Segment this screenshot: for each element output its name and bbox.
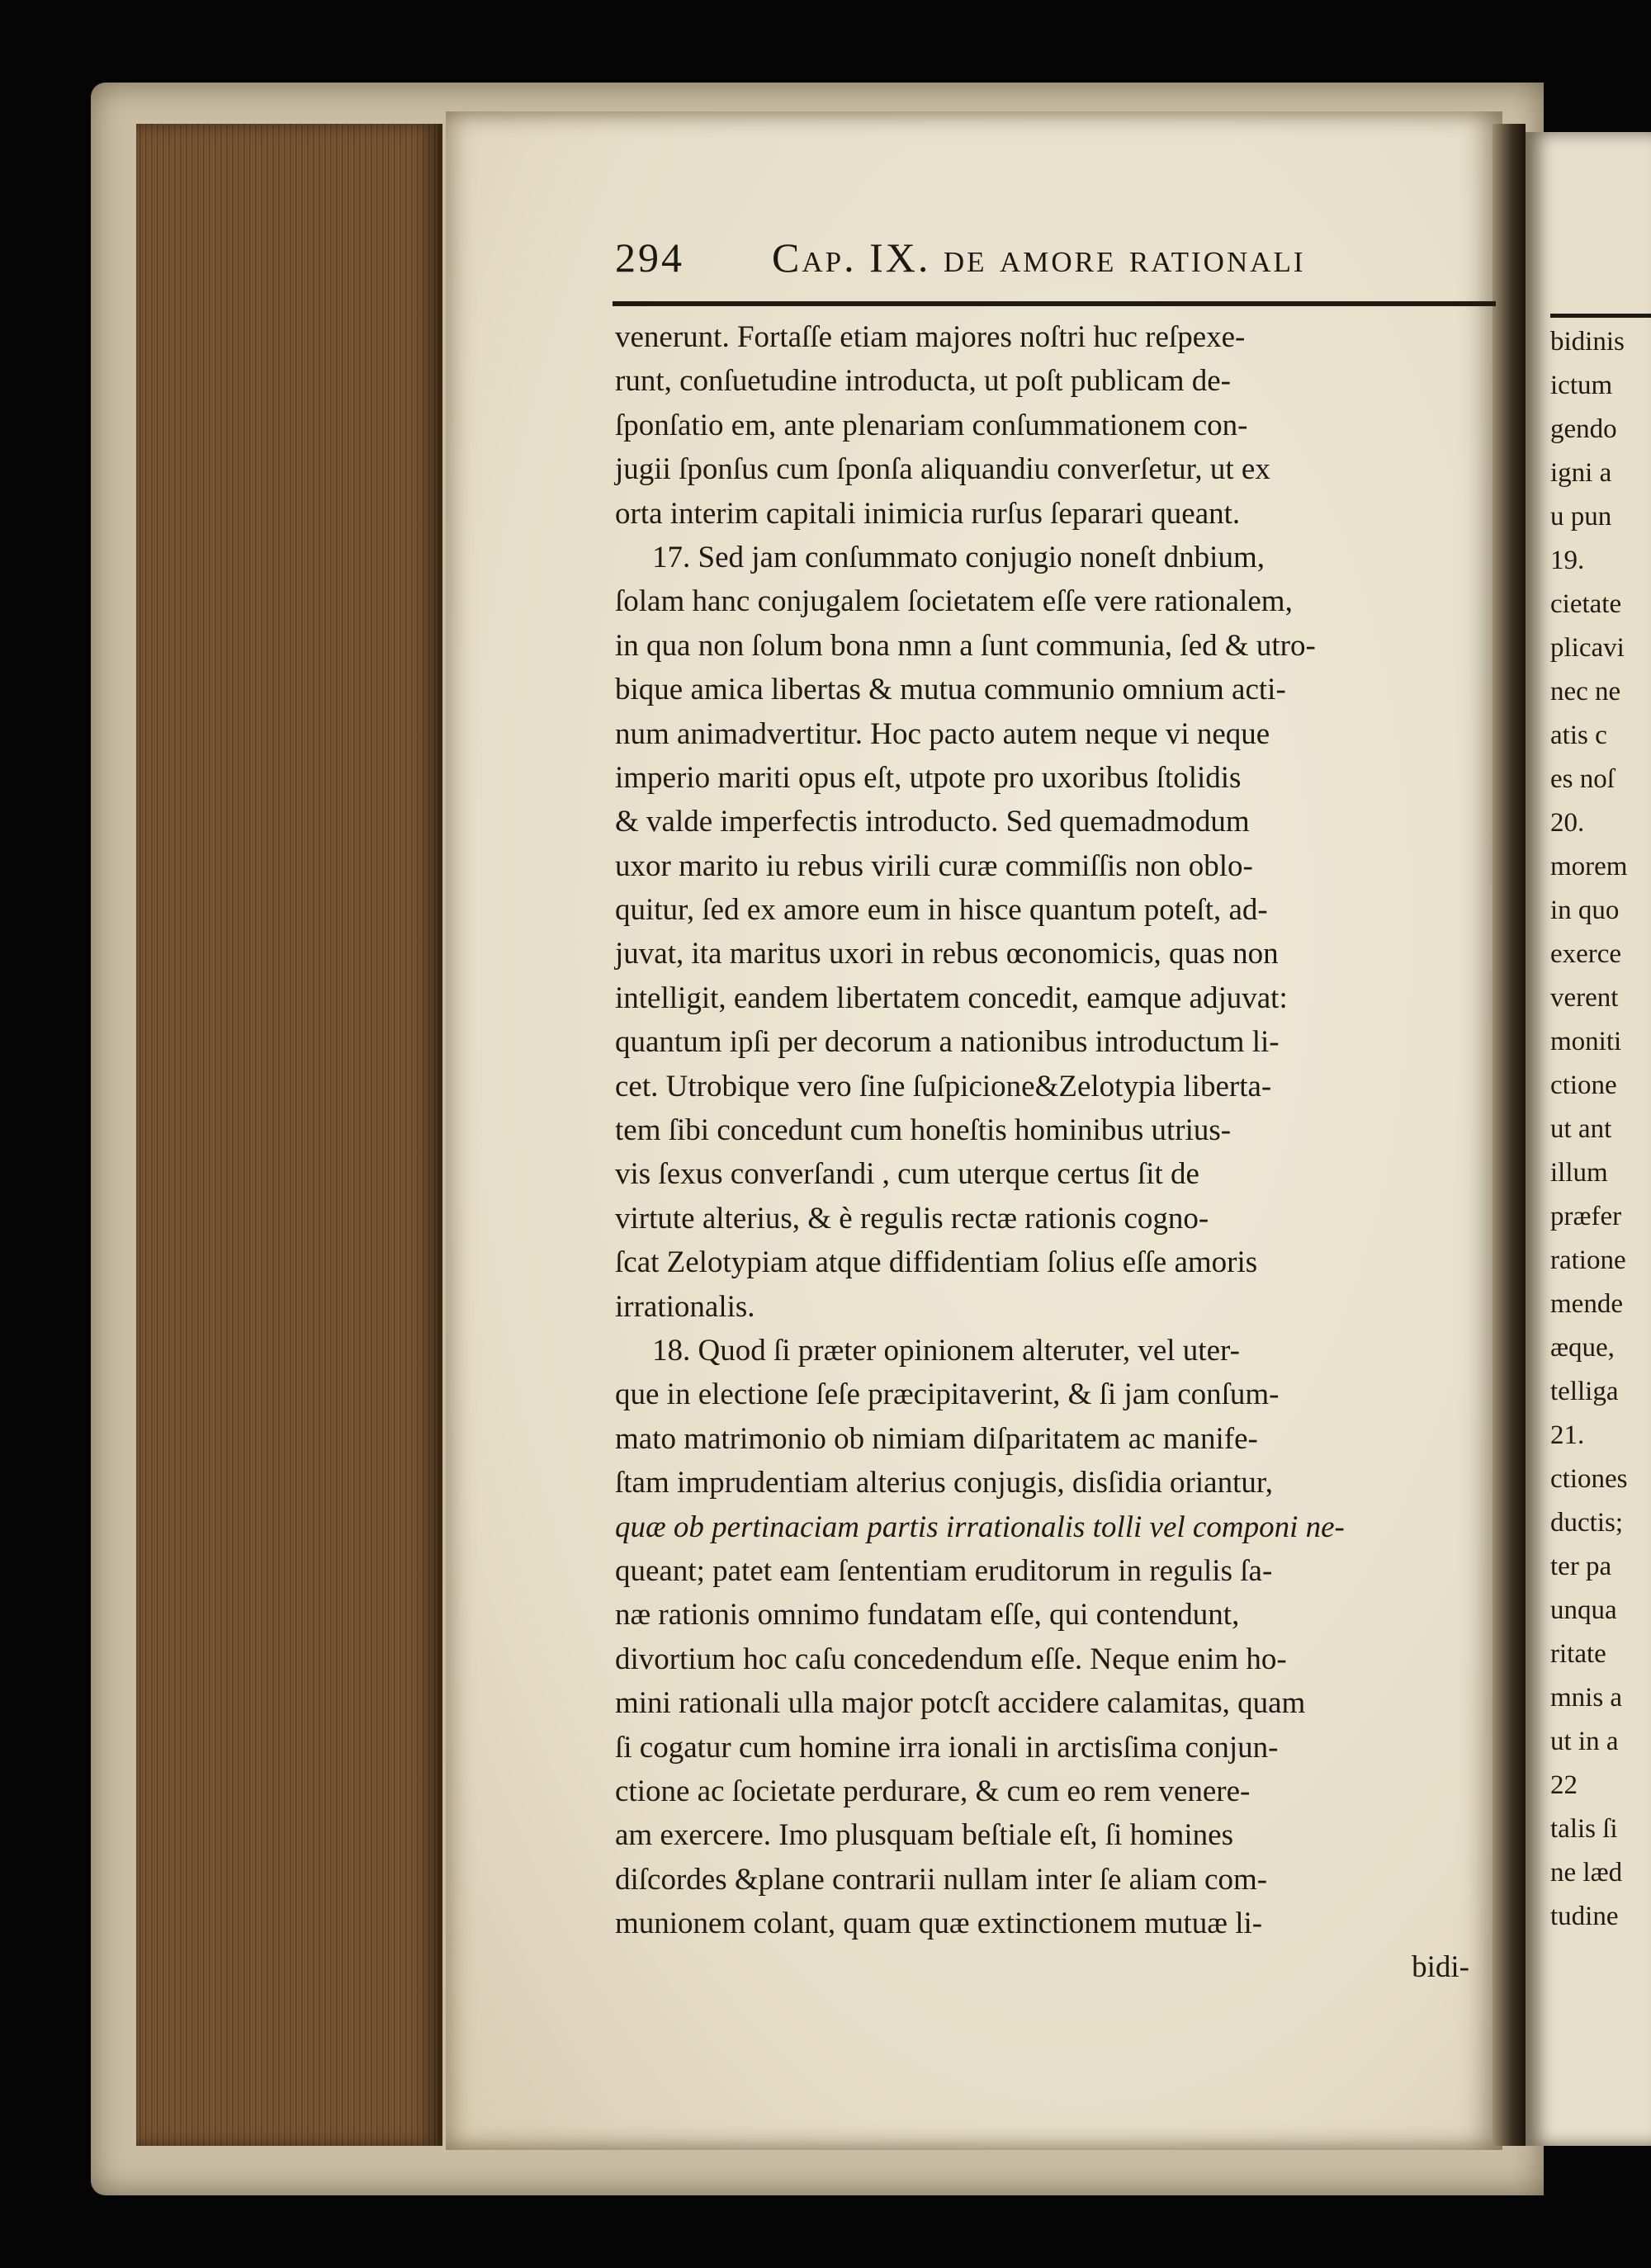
text-line: tem ſibi concedunt cum honeſtis hominibus utrius- xyxy=(615,1113,1232,1148)
text-line: ſtam imprudentiam alterius conjugis, disſidia oriantur, xyxy=(615,1466,1273,1500)
text-line: cet. Utrobique vero ſine ſuſpicione&Zelotypia liberta- xyxy=(615,1069,1272,1103)
right-page-rule xyxy=(1550,314,1651,318)
text-line: tudine xyxy=(1550,1902,1619,1931)
text-line: ctione xyxy=(1550,1070,1617,1100)
text-line: am exercere. Imo plusquam beſtiale eſt, ſi homines xyxy=(615,1818,1233,1853)
text-line: nec ne xyxy=(1550,677,1621,706)
text-line: ſolam hanc conjugalem ſocietatem eſſe vere rationalem, xyxy=(615,584,1293,619)
page-number: 294 xyxy=(615,234,684,281)
text-line: 18. Quod ſi præter opinionem alteruter, vel uter- xyxy=(652,1333,1240,1368)
right-page-fragment xyxy=(1526,132,1651,2146)
text-line: munionem colant, quam quæ extinctionem mutuæ li- xyxy=(615,1907,1263,1941)
text-line: atis c xyxy=(1550,721,1607,750)
text-line: mende xyxy=(1550,1289,1623,1319)
text-line: gendo xyxy=(1550,414,1617,444)
text-line: næ rationis omnimo fundatam eſſe, qui contendunt, xyxy=(615,1598,1240,1632)
text-line: mato matrimonio ob nimiam diſparitatem ac manife- xyxy=(615,1421,1258,1456)
text-line: æque, xyxy=(1550,1333,1615,1363)
text-line: 21. xyxy=(1550,1420,1585,1450)
text-line: ctione ac ſocietate perdurare, & cum eo rem venere- xyxy=(615,1774,1251,1808)
header-rule xyxy=(613,301,1496,306)
running-header xyxy=(615,234,1440,291)
text-line: quæ ob pertinaciam partis irrationalis tolli vel componi ne- xyxy=(615,1510,1345,1544)
text-line: ut in a xyxy=(1550,1727,1619,1756)
text-line: præfer xyxy=(1550,1202,1622,1231)
text-line: divortium hoc caſu concedendum eſſe. Neque enim ho- xyxy=(615,1642,1287,1676)
text-line: in qua non ſolum bona nmn a ſunt communia, ſed & utro- xyxy=(615,628,1316,663)
text-line: bidinis xyxy=(1550,327,1625,357)
text-line: ſponſatio em, ante plenariam conſummationem con- xyxy=(615,408,1248,442)
text-line: 22 xyxy=(1550,1770,1578,1800)
text-line: uxor marito iu rebus virili curæ commiſſis non oblo- xyxy=(615,848,1253,883)
text-line: orta interim capitali inimicia rurſus ſeparari queant. xyxy=(615,496,1241,531)
text-line: runt, conſuetudine introducta, ut poſt publicam de- xyxy=(615,364,1231,399)
text-line: ritate xyxy=(1550,1639,1606,1669)
text-line: telliga xyxy=(1550,1377,1619,1406)
text-line: bique amica libertas & mutua communio omnium acti- xyxy=(615,673,1286,707)
text-line: bidi- xyxy=(1412,1950,1469,1985)
text-line: vis ſexus converſandi , cum uterque certus ſit de xyxy=(615,1157,1199,1192)
text-line: intelligit, eandem libertatem concedit, eamque adjuvat: xyxy=(615,980,1288,1015)
text-line: queant; patet eam ſententiam eruditorum in regulis ſa- xyxy=(615,1553,1273,1588)
text-line: verent xyxy=(1550,983,1619,1013)
text-line: mnis a xyxy=(1550,1683,1623,1713)
text-line: juvat, ita maritus uxori in rebus œconomicis, quas non xyxy=(615,937,1279,971)
text-line: irrationalis. xyxy=(615,1289,755,1324)
text-line: 17. Sed jam conſummato conjugio noneſt dnbium, xyxy=(652,540,1265,574)
text-line: cietate xyxy=(1550,589,1622,619)
text-line: exerce xyxy=(1550,939,1622,969)
text-line: ſi cogatur cum homine irra ionali in arctisſima conjun- xyxy=(615,1730,1279,1765)
right-page-text xyxy=(1550,320,1627,1939)
text-line: virtute alterius, & è regulis rectæ rationis cogno- xyxy=(615,1201,1209,1236)
text-line: morem xyxy=(1550,852,1628,881)
text-line: diſcordes &plane contrarii nullam inter ſe aliam com- xyxy=(615,1862,1268,1897)
text-line: 20. xyxy=(1550,808,1585,838)
text-line: es noſ xyxy=(1550,764,1615,794)
text-line: mini rationali ulla major potcſt accidere calamitas, quam xyxy=(615,1686,1306,1721)
text-line: quantum ipſi per decorum a nationibus introductum li- xyxy=(615,1025,1280,1060)
text-line: ductis; xyxy=(1550,1508,1623,1538)
text-line: ictum xyxy=(1550,371,1613,400)
text-line: illum xyxy=(1550,1158,1608,1188)
text-line: plicavi xyxy=(1550,633,1625,663)
text-line: ne læd xyxy=(1550,1858,1623,1888)
text-line: num animadvertitur. Hoc pacto autem neque vi neque xyxy=(615,716,1270,751)
text-line: que in electione ſeſe præcipitaverint, & ſi jam conſum- xyxy=(615,1377,1280,1412)
page-edges xyxy=(136,124,442,2146)
text-line: imperio mariti opus eſt, utpote pro uxoribus ſtolidis xyxy=(615,760,1242,795)
text-line: ut ant xyxy=(1550,1114,1612,1144)
text-line: & valde imperfectis introducto. Sed quemadmodum xyxy=(615,805,1250,839)
text-line: igni a xyxy=(1550,458,1612,488)
text-line: quitur, ſed ex amore eum in hisce quantum poteſt, ad- xyxy=(615,893,1268,928)
text-line: jugii ſponſus cum ſponſa aliquandiu converſetur, ut ex xyxy=(615,452,1270,487)
text-line: unqua xyxy=(1550,1595,1617,1625)
text-line: ter pa xyxy=(1550,1552,1612,1581)
text-line: 19. xyxy=(1550,546,1585,575)
text-line: ctiones xyxy=(1550,1464,1628,1494)
text-line: in quo xyxy=(1550,895,1620,925)
text-line: venerunt. Fortaſſe etiam majores noſtri huc reſpexe- xyxy=(615,320,1246,354)
text-line: ratione xyxy=(1550,1245,1626,1275)
body-text xyxy=(615,315,1502,1990)
text-line: talis ſi xyxy=(1550,1814,1618,1844)
text-line: moniti xyxy=(1550,1027,1622,1056)
running-title: Cap. IX. de amore rationali xyxy=(772,234,1306,281)
text-line: ſcat Zelotypiam atque diffidentiam ſolius eſſe amoris xyxy=(615,1245,1258,1280)
text-line: u pun xyxy=(1550,502,1612,532)
